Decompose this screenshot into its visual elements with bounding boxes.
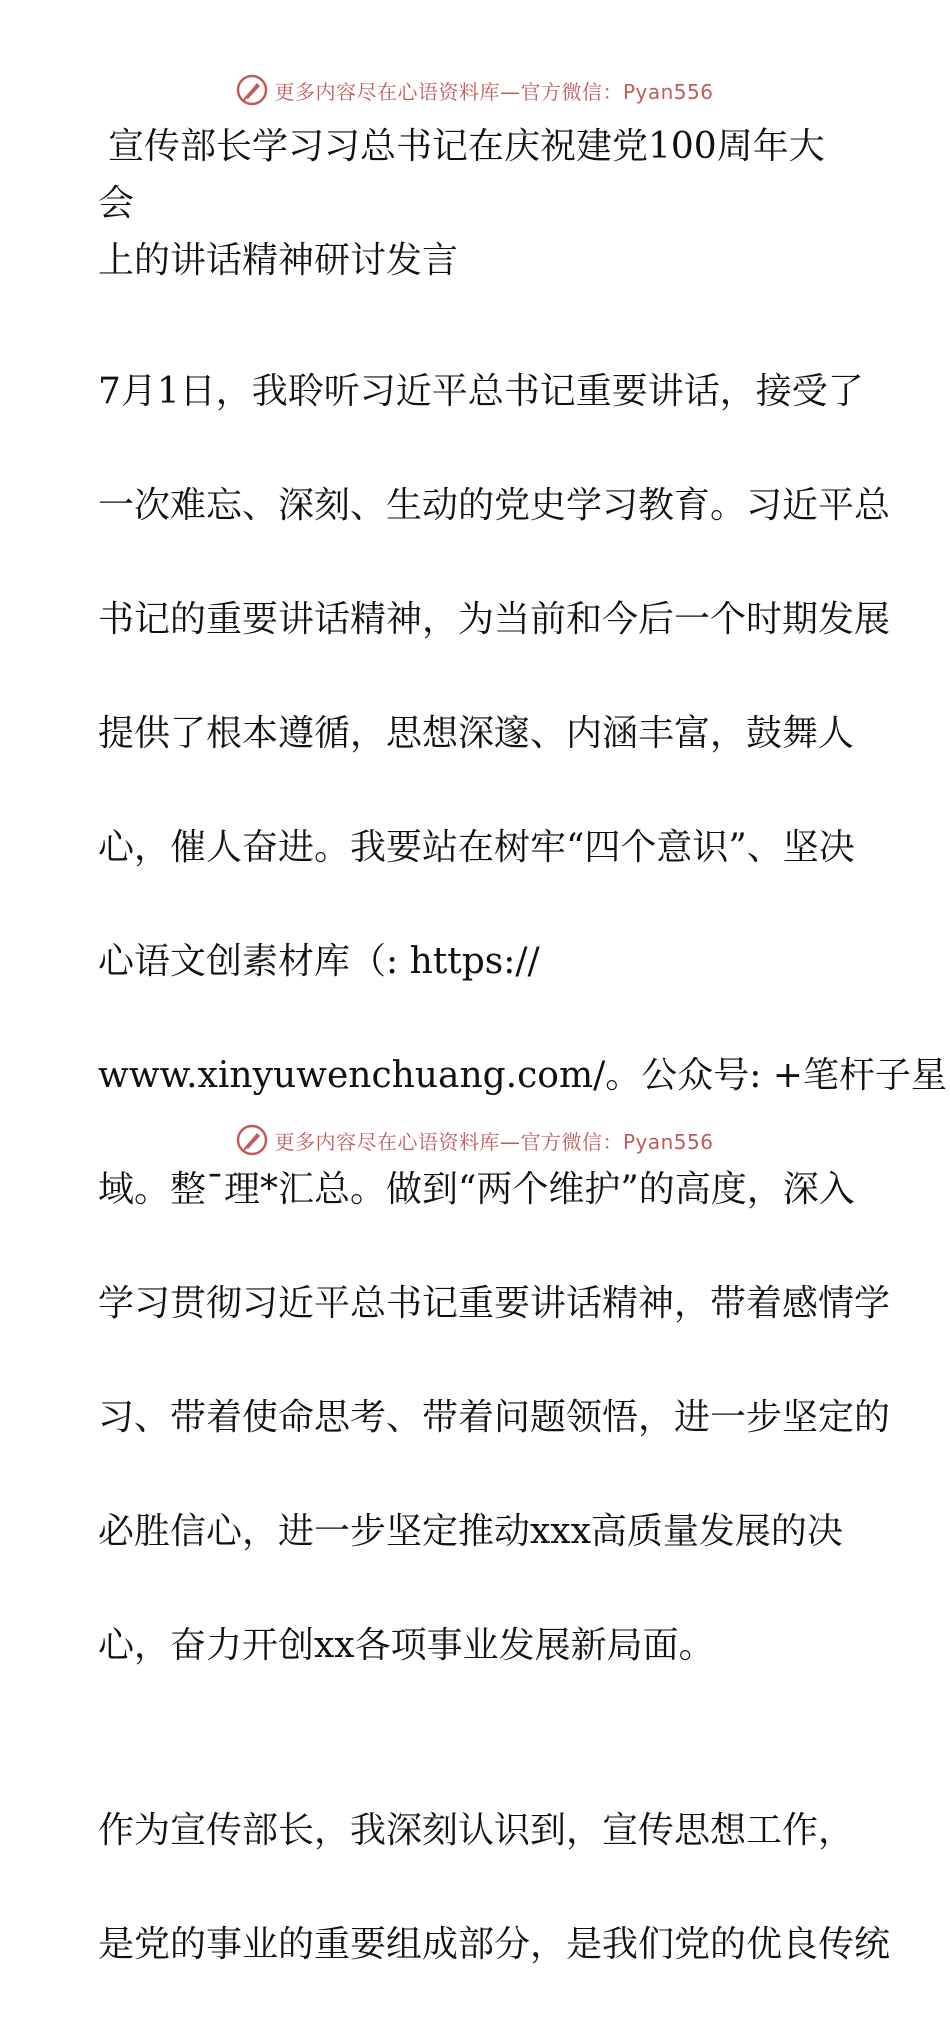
quill-logo-icon <box>236 74 268 106</box>
paragraph-2 <box>98 1745 891 2030</box>
paragraph-line: 心语文创素材库（: https:// <box>98 941 540 982</box>
paragraph-line: www.xinyuwenchuang.com/。公众号: +笔杆子星 <box>98 1055 947 1096</box>
paragraph-line: 提供了根本遵循，思想深邃、内涵丰富，鼓舞人 <box>98 713 855 754</box>
quill-logo-icon <box>236 1124 268 1156</box>
watermark-text-top: 更多内容尽在心语资料库—官方微信：Pyan556 <box>274 79 714 104</box>
paragraph-line: 习、带着使命思考、带着问题领悟，进一步坚定的 <box>98 1397 891 1438</box>
title-line: 上的讲话精神研讨发言 <box>98 240 459 281</box>
paragraph-line: 是党的事业的重要组成部分，是我们党的优良传统 <box>98 1924 891 1965</box>
document-title <box>98 118 858 289</box>
paragraph-line: 必胜信心，进一步坚定推动xxx高质量发展的决 <box>98 1511 843 1552</box>
document-body <box>98 118 947 2030</box>
paragraph-line: 域。整¯理*汇总。做到“两个维护”的高度，深入 <box>98 1169 855 1210</box>
paragraph-line: 心，奋力开创xx各项事业发展新局面。 <box>98 1625 715 1666</box>
paragraph-1 <box>98 306 947 1731</box>
watermark-banner-bottom <box>0 1120 950 1160</box>
watermark-text-bottom: 更多内容尽在心语资料库—官方微信：Pyan556 <box>274 1129 714 1154</box>
paragraph-line: 7月1日，我聆听习近平总书记重要讲话，接受了 <box>98 371 864 412</box>
paragraph-line: 一次难忘、深刻、生动的党史学习教育。习近平总 <box>98 485 891 526</box>
watermark-banner-top <box>0 70 950 110</box>
paragraph-line: 心，催人奋进。我要站在树牢“四个意识”、坚决 <box>98 827 855 868</box>
paragraph-line: 书记的重要讲话精神，为当前和今后一个时期发展 <box>98 599 891 640</box>
title-line: 宣传部长学习习总书记在庆祝建党100周年大会 <box>98 126 825 224</box>
paragraph-line: 学习贯彻习近平总书记重要讲话精神，带着感情学 <box>98 1283 891 1324</box>
paragraph-line: 作为宣传部长，我深刻认识到，宣传思想工作， <box>98 1810 855 1851</box>
